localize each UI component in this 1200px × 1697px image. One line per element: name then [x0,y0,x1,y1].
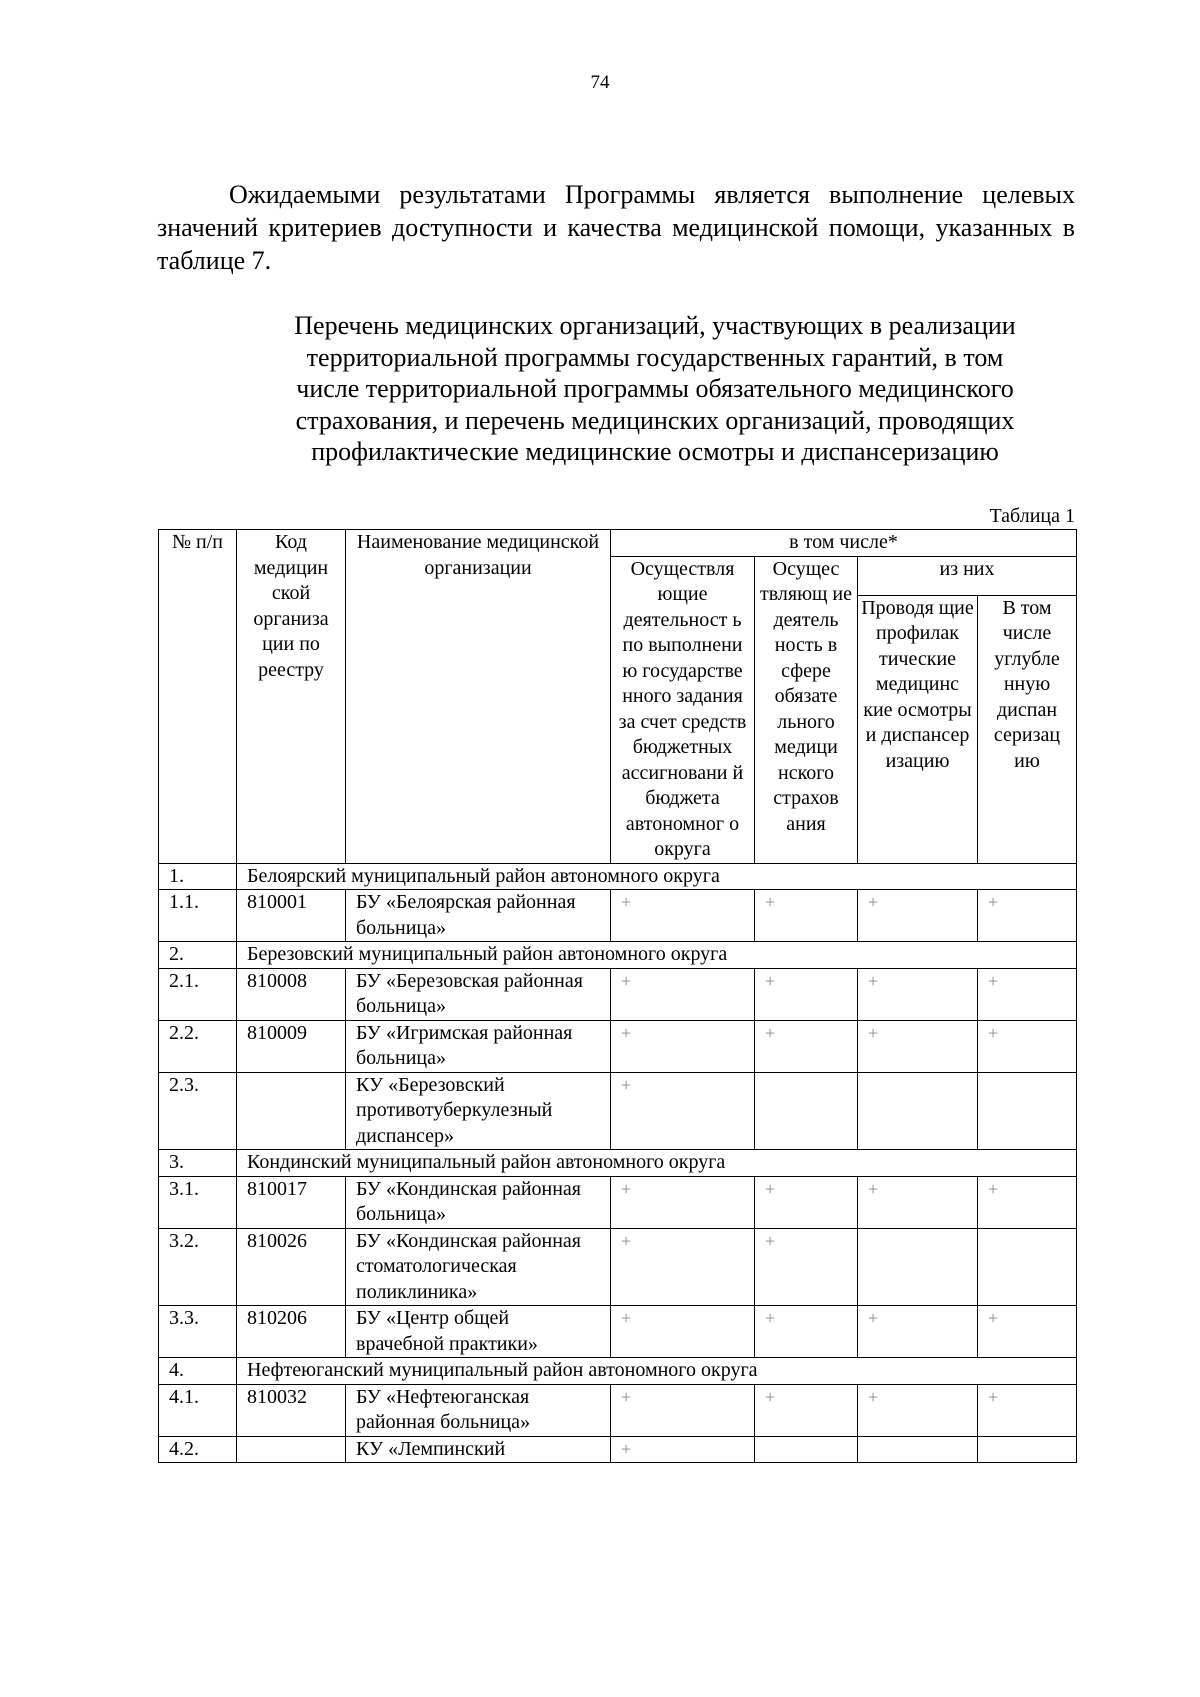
deep-exam-mark [978,1072,1077,1150]
prof-exam-mark: + [858,1020,978,1072]
state-task-mark: + [611,1384,755,1436]
page-number: 74 [590,72,610,93]
region-row [159,942,1077,969]
state-task-mark: + [611,1020,755,1072]
table-row [159,1228,1077,1306]
deep-exam-mark: + [978,1176,1077,1228]
row-number: 1. [159,863,237,890]
row-number: 2.2. [159,1020,237,1072]
org-code: 810206 [237,1306,346,1358]
region-row [159,1150,1077,1177]
section-heading [230,310,1080,468]
prof-exam-mark [858,1436,978,1463]
table-row [159,1176,1077,1228]
table-row [159,1020,1077,1072]
org-name: БУ «Кондинская районная больница» [346,1176,611,1228]
oms-mark: + [755,1306,858,1358]
org-name: БУ «Белоярская районная больница» [346,890,611,942]
region-row [159,863,1077,890]
row-number: 1.1. [159,890,237,942]
org-name: БУ «Центр общей врачебной практики» [346,1306,611,1358]
table-label: Таблица 1 [989,505,1075,527]
org-name: КУ «Лемпинский [346,1436,611,1463]
heading-line: территориальной программы государственных гарантий, в том [306,342,1004,372]
deep-exam-mark [978,1436,1077,1463]
table-row [159,1384,1077,1436]
org-code: 810017 [237,1176,346,1228]
state-task-mark: + [611,1306,755,1358]
org-name: БУ «Игримская районная больница» [346,1020,611,1072]
row-number: 2. [159,942,237,969]
row-number: 4.2. [159,1436,237,1463]
deep-exam-mark: + [978,1020,1077,1072]
row-number: 4. [159,1358,237,1385]
oms-mark [755,1436,858,1463]
oms-mark: + [755,1176,858,1228]
header-state: Осуществля ющие деятельност ь по выполнени ю государстве нного задания за счет средств бюджетных ассигновани й бюджета автономног о округа [611,556,755,863]
deep-exam-mark: + [978,890,1077,942]
prof-exam-mark: + [858,968,978,1020]
header-name: Наименование медицинской организации [346,530,611,864]
oms-mark [755,1072,858,1150]
org-code [237,1072,346,1150]
org-code: 810032 [237,1384,346,1436]
oms-mark: + [755,1384,858,1436]
header-deep: В том числе углубле нную диспан серизац ию [978,595,1077,863]
row-number: 3.2. [159,1228,237,1306]
intro-paragraph: Ожидаемыми результатами Программы является выполнение целевых значений критериев доступности и качества медицинской помощи, указанных в таблице 7. [157,180,1075,275]
header-prof: Проводя щие профилак тические медицинс кие осмотры и диспансер изацию [858,595,978,863]
region-name: Березовский муниципальный район автономного округа [237,942,1077,969]
deep-exam-mark: + [978,968,1077,1020]
row-number: 2.3. [159,1072,237,1150]
deep-exam-mark: + [978,1384,1077,1436]
region-name: Нефтеюганский муниципальный район автономного округа [237,1358,1077,1385]
header-oms: Осущес твляющ ие деятель ность в сфере обязате льного медици нского страхов ания [755,556,858,863]
prof-exam-mark: + [858,1384,978,1436]
row-number: 3. [159,1150,237,1177]
row-number: 2.1. [159,968,237,1020]
oms-mark: + [755,1020,858,1072]
org-name: БУ «Березовская районная больница» [346,968,611,1020]
state-task-mark: + [611,1436,755,1463]
prof-exam-mark [858,1072,978,1150]
table-row [159,968,1077,1020]
row-number: 3.3. [159,1306,237,1358]
org-code: 810026 [237,1228,346,1306]
state-task-mark: + [611,1072,755,1150]
org-code: 810008 [237,968,346,1020]
header-code: Код медицин ской организа ции по реестру [237,530,346,864]
org-code: 810001 [237,890,346,942]
table-row [159,890,1077,942]
prof-exam-mark: + [858,890,978,942]
header-row [159,530,1077,557]
prof-exam-mark [858,1228,978,1306]
org-name: КУ «Березовский противотуберкулезный диспансер» [346,1072,611,1150]
oms-mark: + [755,968,858,1020]
oms-mark: + [755,890,858,942]
deep-exam-mark: + [978,1306,1077,1358]
region-name: Белоярский муниципальный район автономного округа [237,863,1077,890]
state-task-mark: + [611,968,755,1020]
header-subgroup: из них [858,556,1077,595]
state-task-mark: + [611,890,755,942]
state-task-mark: + [611,1176,755,1228]
org-name: БУ «Кондинская районная стоматологическая поликлиника» [346,1228,611,1306]
heading-line: Перечень медицинских организаций, участвующих в реализации [294,311,1016,340]
table-row [159,1072,1077,1150]
deep-exam-mark [978,1228,1077,1306]
heading-line: числе территориальной программы обязательного медицинского [296,374,1014,403]
org-code [237,1436,346,1463]
organizations-table [158,529,1077,1463]
header-group: в том числе* [611,530,1077,557]
heading-line: страхования, и перечень медицинских организаций, проводящих [295,405,1015,435]
row-number: 3.1. [159,1176,237,1228]
oms-mark: + [755,1228,858,1306]
header-num: № п/п [159,530,237,864]
region-row [159,1358,1077,1385]
prof-exam-mark: + [858,1176,978,1228]
row-number: 4.1. [159,1384,237,1436]
prof-exam-mark: + [858,1306,978,1358]
heading-line: профилактические медицинские осмотры и диспансеризацию [311,437,999,466]
table-row [159,1436,1077,1463]
org-name: БУ «Нефтеюганская районная больница» [346,1384,611,1436]
region-name: Кондинский муниципальный район автономного округа [237,1150,1077,1177]
org-code: 810009 [237,1020,346,1072]
table-body [159,863,1077,1463]
state-task-mark: + [611,1228,755,1306]
table-row [159,1306,1077,1358]
